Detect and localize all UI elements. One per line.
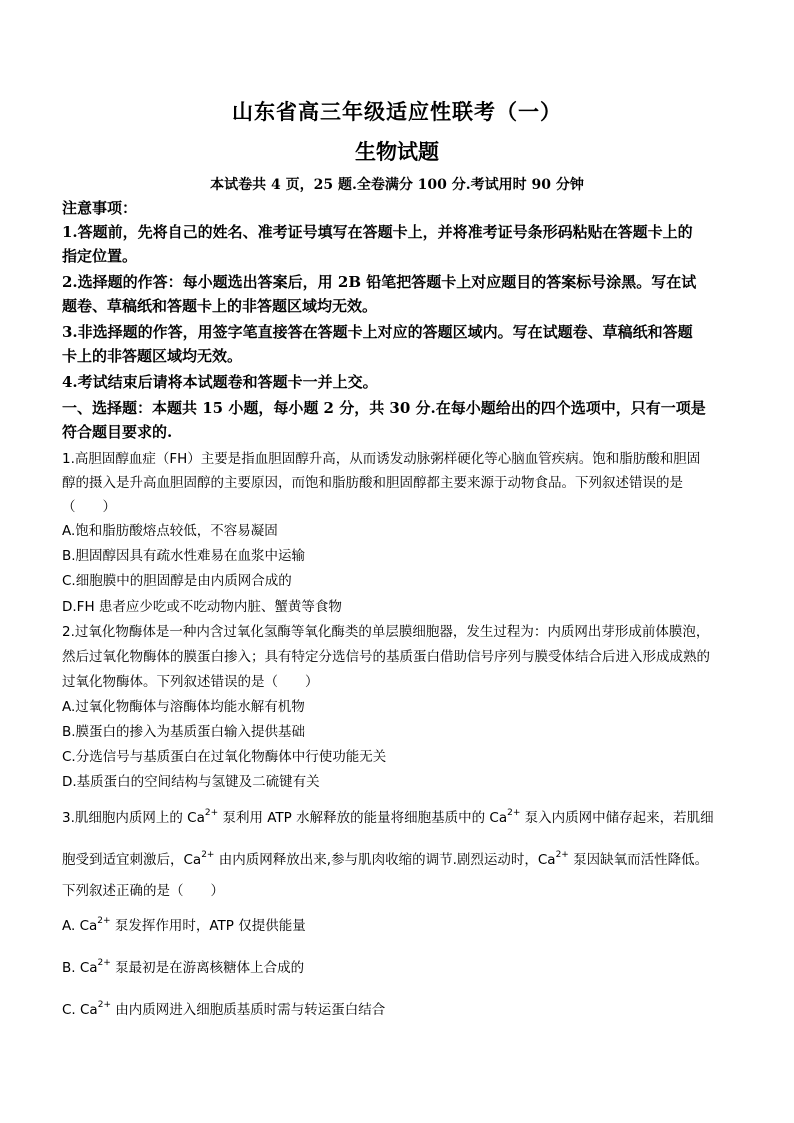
notice-line: 3.非选择题的作答，用签字笔直接答在答题卡上对应的答题区域内。写在试题卷、草稿纸和答题 xyxy=(62,323,693,341)
question-3-stem: 下列叙述正确的是（ ） xyxy=(62,883,224,899)
question-2-stem: 2.过氧化物酶体是一种内含过氧化氢酶等氧化酶类的单层膜细胞器，发生过程为：内质网出芽形成前体膜泡， xyxy=(62,624,710,640)
notice-line: 指定位置。 xyxy=(62,247,138,265)
exam-title: 山东省高三年级适应性联考（一） xyxy=(232,99,562,124)
section-heading: 符合题目要求的. xyxy=(62,423,173,441)
q3-text: 由内质网进入细胞质基质时需与转运蛋白结合 xyxy=(111,1002,386,1018)
question-1-option-c: C.细胞膜中的胆固醇是由内质网合成的 xyxy=(62,573,292,589)
question-2-stem: 过氧化物酶体。下列叙述错误的是（ ） xyxy=(62,674,319,690)
question-2-stem: 然后过氧化物酶体的膜蛋白掺入；具有特定分选信号的基质蛋白借助信号序列与膜受体结合后进入形成成熟的 xyxy=(62,649,710,665)
ion-charge: 2+ xyxy=(97,999,111,1010)
question-2-option-d: D.基质蛋白的空间结构与氢键及二硫键有关 xyxy=(62,774,320,790)
ion-charge: 2+ xyxy=(555,849,569,860)
notice-line: 1.答题前，先将自己的姓名、准考证号填写在答题卡上，并将准考证号条形码粘贴在答题卡上的 xyxy=(62,223,693,241)
q3-text: 泵发挥作用时，ATP 仅提供能量 xyxy=(110,918,306,934)
notice-line: 2.选择题的作答：每小题选出答案后，用 2B 铅笔把答题卡上对应题目的答案标号涂黑。写在试 xyxy=(62,273,697,291)
q3-text: A. Ca xyxy=(62,918,98,934)
question-3-option-a xyxy=(62,916,737,936)
q3-text: 泵因缺氧而活性降低。 xyxy=(568,852,709,868)
notice-heading: 注意事项： xyxy=(62,199,138,217)
question-2-option-a: A.过氧化物酶体与溶酶体均能水解有机物 xyxy=(62,699,305,715)
q3-text: 泵入内质网中储存起来，若肌细 xyxy=(520,810,714,826)
q3-text: 胞受到适宜刺激后，Ca xyxy=(62,852,202,868)
question-3-stem xyxy=(62,850,737,870)
question-1-option-d: D.FH 患者应少吃或不吃动物内脏、蟹黄等食物 xyxy=(62,599,342,615)
q3-text: C. Ca xyxy=(62,1002,98,1018)
question-3-stem xyxy=(62,808,737,828)
question-1-option-b: B.胆固醇因具有疏水性难易在血浆中运输 xyxy=(62,548,306,564)
ion-charge: 2+ xyxy=(507,807,521,818)
section-heading: 一、选择题：本题共 15 小题，每小题 2 分，共 30 分.在每小题给出的四个选项中，只有一项是 xyxy=(62,399,706,417)
exam-meta: 本试卷共 4 页，25 题.全卷满分 100 分.考试用时 90 分钟 xyxy=(210,177,584,193)
notice-line: 题卷、草稿纸和答题卡上的非答题区域均无效。 xyxy=(62,297,378,315)
question-3-option-b xyxy=(62,958,737,978)
ion-charge: 2+ xyxy=(97,915,111,926)
question-1-option-a: A.饱和脂肪酸熔点较低，不容易凝固 xyxy=(62,523,278,539)
ion-charge: 2+ xyxy=(201,849,215,860)
question-1-stem: 1.高胆固醇血症（FH）主要是指血胆固醇升高，从而诱发动脉粥样硬化等心脑血管疾病。饱和脂肪酸和胆固 xyxy=(62,451,701,467)
q3-text: 3.肌细胞内质网上的 Ca xyxy=(62,810,205,826)
question-3-option-c xyxy=(62,1000,737,1020)
notice-line: 4.考试结束后请将本试题卷和答题卡一并上交。 xyxy=(62,373,378,391)
question-2-option-c: C.分选信号与基质蛋白在过氧化物酶体中行使功能无关 xyxy=(62,749,387,765)
q3-text: 泵最初是在游离核糖体上合成的 xyxy=(110,960,305,976)
notice-line: 卡上的非答题区域均无效。 xyxy=(62,347,243,365)
question-1-stem: （ ） xyxy=(62,499,116,515)
question-2-option-b: B.膜蛋白的掺入为基质蛋白输入提供基础 xyxy=(62,724,306,740)
q3-text: B. Ca xyxy=(62,960,98,976)
question-1-stem: 醇的摄入是升高血胆固醇的主要原因，而饱和脂肪酸和胆固醇都主要来源于动物食品。下列叙述错误的是 xyxy=(62,475,683,491)
q3-text: 泵利用 ATP 水解释放的能量将细胞基质中的 Ca xyxy=(218,810,508,826)
ion-charge: 2+ xyxy=(97,957,111,968)
q3-text: 由内质网释放出来,参与肌肉收缩的调节.剧烈运动时，Ca xyxy=(214,852,556,868)
ion-charge: 2+ xyxy=(204,807,219,818)
subject-title: 生物试题 xyxy=(355,139,439,164)
